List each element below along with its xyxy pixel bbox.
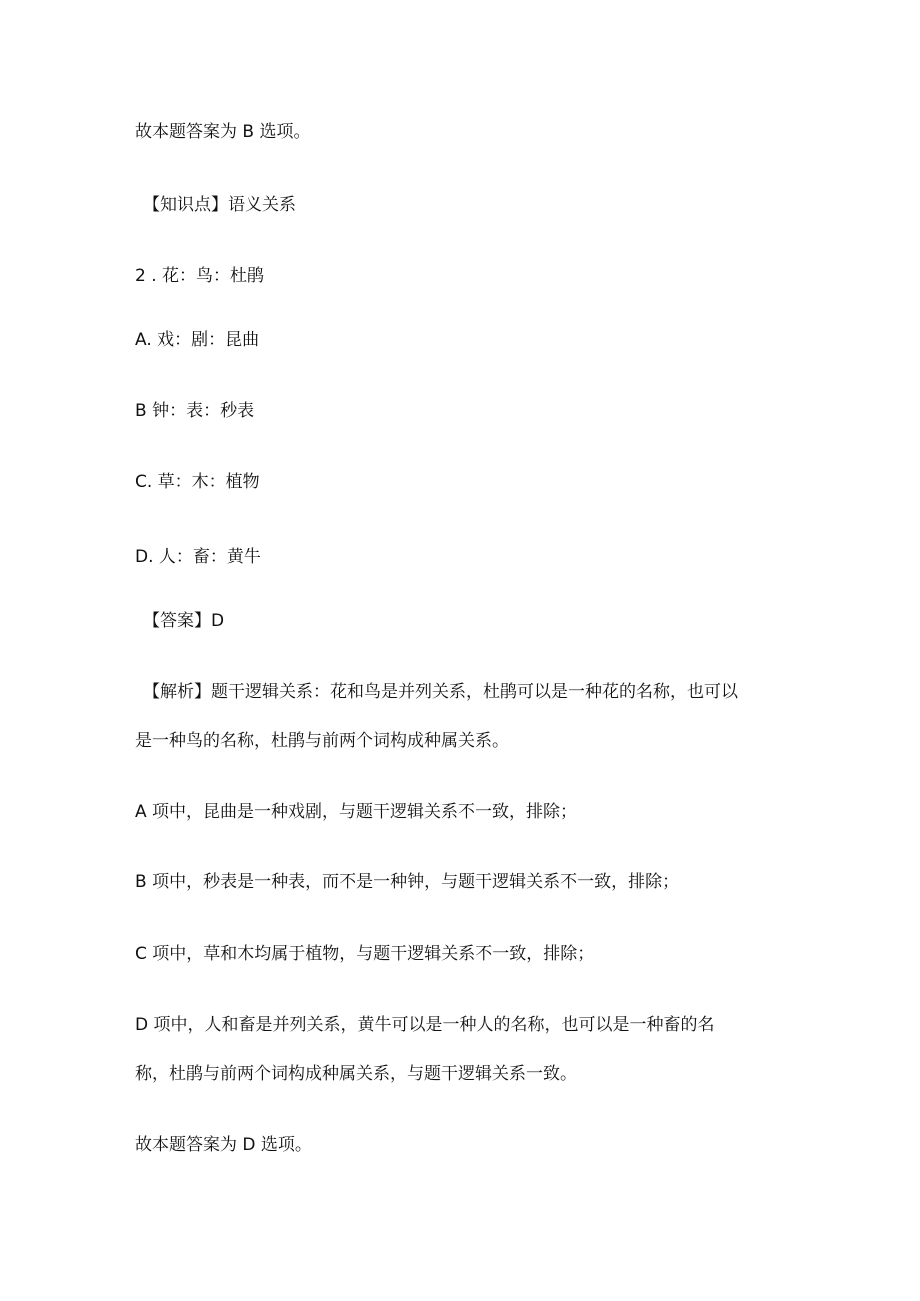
- explanation-b: B 项中，秒表是一种表，而不是一种钟，与题干逻辑关系不一致，排除；: [135, 872, 680, 892]
- option-a: A. 戏：剧：昆曲: [135, 330, 260, 350]
- explanation-d-line-2: 称，杜鹃与前两个词构成种属关系，与题干逻辑关系一致。: [135, 1064, 577, 1084]
- question-stem: 2 . 花：鸟：杜鹃: [135, 266, 265, 286]
- previous-conclusion: 故本题答案为 B 选项。: [135, 122, 311, 142]
- answer: 【答案】D: [143, 611, 225, 631]
- analysis-line-2: 是一种鸟的名称，杜鹃与前两个词构成种属关系。: [135, 731, 509, 751]
- final-conclusion: 故本题答案为 D 选项。: [135, 1135, 312, 1155]
- option-d: D. 人：畜：黄牛: [135, 547, 261, 567]
- option-b: B 钟：表：秒表: [135, 401, 255, 421]
- knowledge-point: 【知识点】语义关系: [143, 195, 296, 215]
- analysis-line-1: 【解析】题干逻辑关系：花和鸟是并列关系，杜鹃可以是一种花的名称，也可以: [143, 682, 738, 702]
- explanation-a: A 项中，昆曲是一种戏剧，与题干逻辑关系不一致，排除；: [135, 802, 578, 822]
- explanation-d-line-1: D 项中，人和畜是并列关系，黄牛可以是一种人的名称，也可以是一种畜的名: [135, 1015, 715, 1035]
- option-c: C. 草：木：植物: [135, 472, 260, 492]
- explanation-c: C 项中，草和木均属于植物，与题干逻辑关系不一致，排除；: [135, 944, 595, 964]
